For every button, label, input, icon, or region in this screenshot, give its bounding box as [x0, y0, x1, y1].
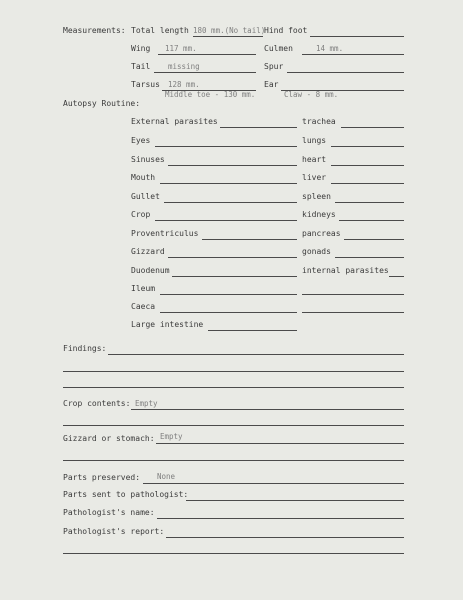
findings-rule-2 [63, 371, 404, 372]
findings-rule-3 [63, 387, 404, 388]
rule-gizzard [168, 257, 297, 258]
tail-label: Tail [131, 62, 151, 71]
rule-caeca [160, 312, 297, 313]
gizzard-stomach-rule [156, 443, 404, 444]
parts-sent-rule [186, 500, 404, 501]
culmen-label: Culmen [264, 44, 293, 53]
rule-lungs [331, 146, 404, 147]
parts-sent-label: Parts sent to pathologist: [63, 490, 189, 499]
middle-toe-note: Middle toe - 130 mm. [165, 90, 256, 99]
rule-liver [331, 183, 404, 184]
findings-rule-1 [108, 354, 404, 355]
wing-rule [158, 54, 256, 55]
item-heart: heart [302, 155, 327, 164]
crop-contents-value: Empty [135, 399, 158, 408]
hind-foot-rule [310, 36, 404, 37]
item-lungs: lungs [302, 136, 327, 145]
pathologist-report-rule [166, 537, 404, 538]
findings-label: Findings: [63, 344, 107, 353]
item-spleen: spleen [302, 192, 331, 201]
item-external-parasites: External parasites [131, 117, 218, 126]
rule-gonads [335, 257, 404, 258]
tail-value: missing [168, 62, 200, 71]
gizzard-stomach-label: Gizzard or stomach: [63, 434, 155, 443]
rule-spleen [335, 202, 404, 203]
rule-blank-right-1 [302, 294, 404, 295]
item-duodenum: Duodenum [131, 266, 170, 275]
parts-preserved-value: None [157, 472, 176, 481]
tail-rule [154, 72, 256, 73]
item-sinuses: Sinuses [131, 155, 165, 164]
crop-contents-rule [131, 409, 404, 410]
item-gonads: gonads [302, 247, 331, 256]
rule-sinuses [168, 165, 297, 166]
wing-label: Wing [131, 44, 151, 53]
rule-pancreas [344, 239, 404, 240]
pathologist-report-label: Pathologist's report: [63, 527, 165, 536]
pathologist-name-rule [157, 518, 404, 519]
item-mouth: Mouth [131, 173, 156, 182]
autopsy-heading: Autopsy Routine: [63, 99, 141, 108]
rule-large-intestine [208, 330, 297, 331]
rule-external-parasites [220, 127, 297, 128]
parts-preserved-rule [143, 483, 404, 484]
hind-foot-label: Hind foot [264, 26, 308, 35]
tarsus-value: 128 mm. [168, 80, 200, 89]
pathologist-name-label: Pathologist's name: [63, 508, 155, 517]
culmen-value: 14 mm. [316, 44, 344, 53]
gizzard-stomach-rule-2 [63, 460, 404, 461]
item-gullet: Gullet [131, 192, 160, 201]
total-length-value: 180 mm.(No tail) [193, 26, 266, 35]
rule-gullet [164, 202, 297, 203]
item-crop: Crop [131, 210, 151, 219]
claw-note: Claw - 8 mm. [284, 90, 339, 99]
total-length-label: Total length [131, 26, 189, 35]
wing-value: 117 mm. [165, 44, 197, 53]
item-gizzard: Gizzard [131, 247, 165, 256]
spur-label: Spur [264, 62, 284, 71]
item-caeca: Caeca [131, 302, 156, 311]
gizzard-stomach-value: Empty [160, 432, 183, 441]
item-trachea: trachea [302, 117, 336, 126]
pathologist-report-rule-2 [63, 553, 404, 554]
item-eyes: Eyes [131, 136, 151, 145]
parts-preserved-label: Parts preserved: [63, 473, 141, 482]
rule-trachea [341, 127, 404, 128]
ear-label: Ear [264, 80, 279, 89]
crop-contents-label: Crop contents: [63, 399, 131, 408]
spur-rule [287, 72, 404, 73]
item-large-intestine: Large intestine [131, 320, 204, 329]
rule-blank-right-2 [302, 312, 404, 313]
rule-mouth [160, 183, 297, 184]
rule-heart [331, 165, 404, 166]
measurements-heading: Measurements: [63, 26, 126, 35]
rule-ileum [160, 294, 297, 295]
item-ileum: Ileum [131, 284, 156, 293]
total-length-rule [193, 36, 263, 37]
rule-kidneys [339, 220, 404, 221]
tarsus-label: Tarsus [131, 80, 160, 89]
item-internal-parasites: internal parasites [302, 266, 389, 275]
item-kidneys: kidneys [302, 210, 336, 219]
rule-eyes [155, 146, 297, 147]
item-pancreas: pancreas [302, 229, 341, 238]
rule-crop [155, 220, 297, 221]
rule-duodenum [172, 276, 297, 277]
crop-contents-rule-2 [63, 425, 404, 426]
item-proventriculus: Proventriculus [131, 229, 199, 238]
culmen-rule [302, 54, 404, 55]
rule-internal-parasites [389, 276, 404, 277]
rule-proventriculus [202, 239, 297, 240]
item-liver: liver [302, 173, 327, 182]
